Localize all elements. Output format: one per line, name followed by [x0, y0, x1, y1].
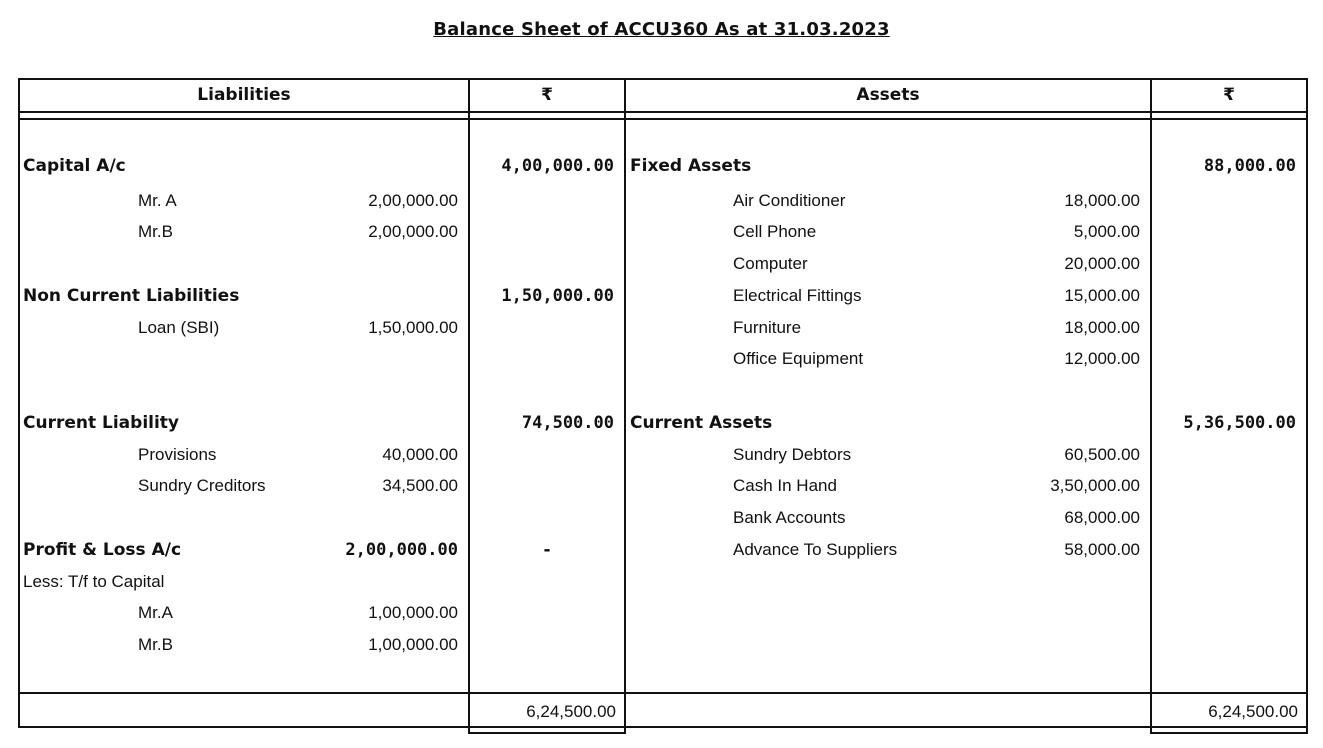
assets-grand-total: 6,24,500.00: [1208, 702, 1298, 721]
assets-amount-left-border: [1150, 78, 1152, 734]
fixed-assets-label: Fixed Assets: [630, 156, 752, 176]
capital-partner-a-amount: 2,00,000.00: [368, 191, 458, 210]
non-current-liabilities-label: Non Current Liabilities: [23, 286, 240, 306]
left-border: [18, 78, 20, 728]
liabilities-total-double-underline: [468, 732, 626, 734]
advance-to-suppliers: Advance To Suppliers: [733, 540, 898, 559]
profit-loss-total: -: [543, 540, 551, 560]
fixed-assets-total: 88,000.00: [1203, 156, 1296, 176]
capital-label: Capital A/c: [23, 156, 126, 176]
profit-loss-label: Profit & Loss A/c: [23, 540, 182, 560]
loan-sbi-amount: 1,50,000.00: [368, 318, 458, 337]
furniture: Furniture: [733, 318, 802, 337]
current-assets-total: 5,36,500.00: [1183, 413, 1296, 433]
advance-to-suppliers-amount: 58,000.00: [1064, 540, 1140, 559]
capital-partner-b-amount: 2,00,000.00: [368, 222, 458, 241]
header-assets-amount: ₹: [1223, 85, 1235, 105]
loan-sbi: Loan (SBI): [138, 318, 220, 337]
capital-partner-a: Mr. A: [138, 191, 177, 210]
air-conditioner-amount: 18,000.00: [1064, 191, 1140, 210]
non-current-liabilities-total: 1,50,000.00: [501, 286, 614, 306]
electrical-fittings: Electrical Fittings: [733, 286, 862, 305]
sundry-debtors-amount: 60,500.00: [1064, 445, 1140, 464]
air-conditioner: Air Conditioner: [733, 191, 846, 210]
header-liabilities: Liabilities: [197, 85, 291, 105]
cell-phone: Cell Phone: [733, 222, 817, 241]
balance-sheet-table: [18, 78, 1308, 732]
current-liability-total: 74,500.00: [521, 413, 614, 433]
sundry-creditors: Sundry Creditors: [138, 476, 266, 495]
header-assets: Assets: [856, 85, 920, 105]
computer: Computer: [733, 254, 808, 273]
office-equipment-amount: 12,000.00: [1064, 349, 1140, 368]
capital-partner-b: Mr.B: [138, 222, 173, 241]
assets-total-double-underline: [1150, 732, 1308, 734]
less-transfer-to-capital: Less: T/f to Capital: [23, 572, 165, 591]
sundry-creditors-amount: 34,500.00: [382, 476, 458, 495]
provisions-amount: 40,000.00: [382, 445, 458, 464]
table-top-border: [18, 78, 1308, 80]
page-title: Balance Sheet of ACCU360 As at 31.03.2023: [433, 19, 890, 40]
header-bottom-border: [18, 111, 1308, 113]
profit-loss-inner-total: 2,00,000.00: [345, 540, 458, 560]
sundry-debtors: Sundry Debtors: [733, 445, 852, 464]
computer-amount: 20,000.00: [1064, 254, 1140, 273]
table-bottom-border: [18, 726, 1308, 728]
totals-top-border: [18, 692, 1308, 694]
transfer-partner-b: Mr.B: [138, 635, 173, 654]
cell-phone-amount: 5,000.00: [1073, 222, 1140, 241]
cash-in-hand: Cash In Hand: [733, 476, 837, 495]
bank-accounts: Bank Accounts: [733, 508, 846, 527]
header-double-border: [18, 118, 1308, 120]
current-assets-label: Current Assets: [630, 413, 773, 433]
capital-total: 4,00,000.00: [501, 156, 614, 176]
furniture-amount: 18,000.00: [1064, 318, 1140, 337]
current-liability-label: Current Liability: [23, 413, 180, 433]
transfer-partner-b-amount: 1,00,000.00: [368, 635, 458, 654]
transfer-partner-a-amount: 1,00,000.00: [368, 603, 458, 622]
bank-accounts-amount: 68,000.00: [1064, 508, 1140, 527]
transfer-partner-a: Mr.A: [138, 603, 173, 622]
liabilities-grand-total: 6,24,500.00: [526, 702, 616, 721]
right-border: [1306, 78, 1308, 734]
electrical-fittings-amount: 15,000.00: [1064, 286, 1140, 305]
cash-in-hand-amount: 3,50,000.00: [1050, 476, 1140, 495]
header-liabilities-amount: ₹: [541, 85, 553, 105]
liabilities-amount-right-border: [624, 78, 626, 734]
liabilities-amount-left-border: [468, 78, 470, 734]
office-equipment: Office Equipment: [733, 349, 864, 368]
provisions: Provisions: [138, 445, 217, 464]
